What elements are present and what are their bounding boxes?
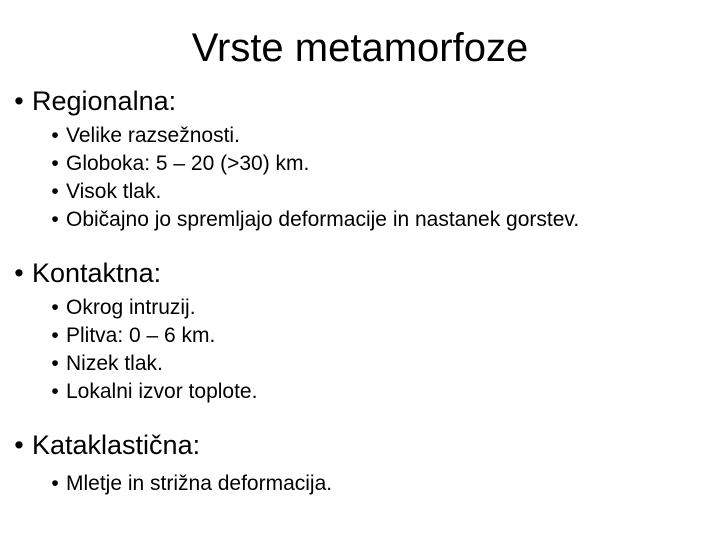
- bullet-icon: •: [51, 472, 59, 495]
- list-item-label: Globoka: 5 – 20 (>30) km.: [66, 152, 310, 175]
- list-item: [44, 350, 163, 378]
- bullet-icon: •: [14, 86, 24, 116]
- list-item-label: Okrog intruzij.: [66, 296, 196, 319]
- list-item: [44, 470, 332, 498]
- list-item-label: Visok tlak.: [66, 180, 162, 203]
- list-item-label: Običajno jo spremljajo deformacije in nastanek gorstev.: [66, 208, 580, 231]
- list-item: [44, 206, 579, 234]
- list-item: [44, 378, 257, 406]
- section-heading-label: Kontaktna:: [32, 258, 162, 288]
- list-item-label: Mletje in strižna deformacija.: [66, 472, 333, 495]
- list-item-label: Velike razsežnosti.: [66, 124, 240, 147]
- list-item-label: Lokalni izvor toplote.: [66, 380, 258, 403]
- list-item-label: Nizek tlak.: [66, 352, 163, 375]
- section-heading-regionalna: [6, 84, 176, 118]
- bullet-icon: •: [51, 152, 59, 175]
- bullet-icon: •: [14, 258, 24, 288]
- section-heading-kontaktna: [6, 256, 161, 290]
- list-item-label: Plitva: 0 – 6 km.: [66, 324, 216, 347]
- list-item: [44, 322, 215, 350]
- section-heading-kataklasticna: [6, 428, 200, 462]
- list-item: [44, 294, 196, 322]
- bullet-icon: •: [14, 430, 24, 460]
- bullet-icon: •: [51, 124, 59, 147]
- bullet-icon: •: [51, 324, 59, 347]
- bullet-icon: •: [51, 208, 59, 231]
- section-heading-label: Kataklastična:: [32, 430, 201, 460]
- slide-title: Vrste metamorfoze: [191, 26, 529, 70]
- section-heading-label: Regionalna:: [32, 86, 177, 116]
- bullet-icon: •: [51, 380, 59, 403]
- list-item: [44, 178, 161, 206]
- list-item: [44, 150, 309, 178]
- bullet-icon: •: [51, 180, 59, 203]
- bullet-icon: •: [51, 352, 59, 375]
- bullet-icon: •: [51, 296, 59, 319]
- list-item: [44, 122, 240, 150]
